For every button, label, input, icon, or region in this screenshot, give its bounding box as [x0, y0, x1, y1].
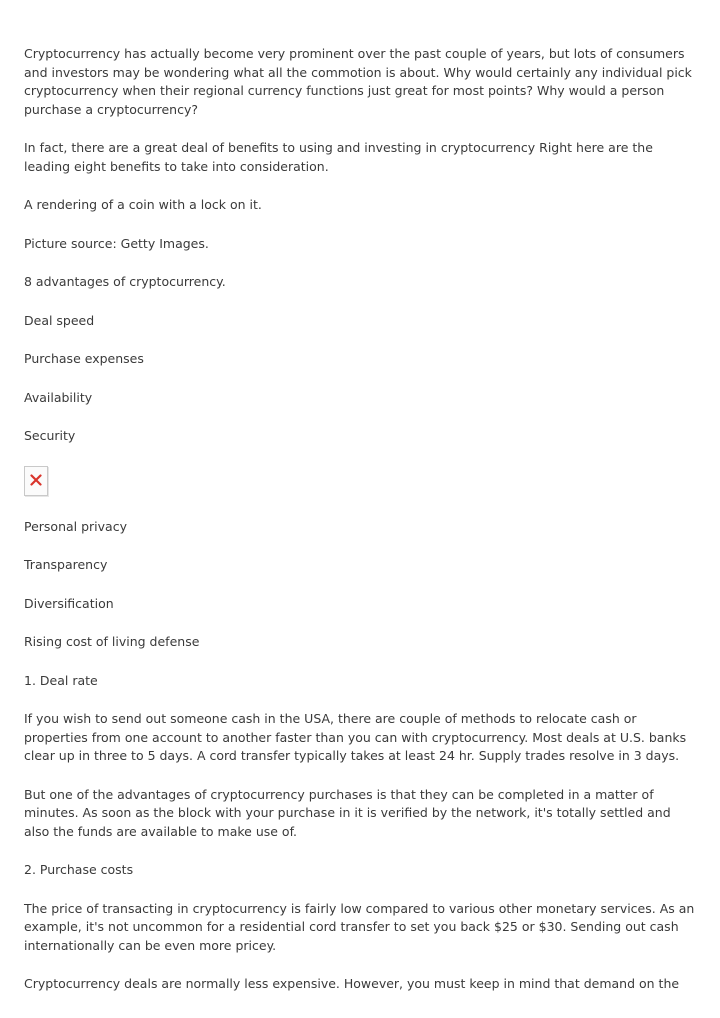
deal-rate-paragraph-1: If you wish to send out someone cash in the USA, there are couple of methods to relocate cash or properties from one account to another faster than you can with cryptocurrency. Most deals at U.S. banks clear up in three to 5 days. A cord transfer typically takes at least 24 hr. Supply trades resolve in 3 days.	[24, 711, 687, 763]
list-item: Diversification	[24, 595, 114, 611]
intro-paragraph: Cryptocurrency has actually become very prominent over the past couple of years, but lots of consumers and investors may be wondering what all the commotion is about. Why would certainly any individual pick cryptocurrency when their regional currency functions just great for most points? Why would a person purchase a cryptocurrency?	[24, 46, 692, 117]
broken-image-icon	[30, 474, 42, 486]
purchase-costs-paragraph-2: Cryptocurrency deals are normally less expensive. However, you must keep in mind that demand on the	[24, 976, 680, 991]
advantages-heading: 8 advantages of cryptocurrency.	[24, 274, 226, 289]
purchase-costs-paragraph-1: The price of transacting in cryptocurrency is fairly low compared to various other monetary services. As an example, it's not uncommon for a residential cord transfer to set you back $25 or $30. Sending out cash internationally can be even more pricey.	[24, 900, 695, 953]
list-item: Transparency	[24, 557, 108, 572]
image-credit: Picture source: Getty Images.	[24, 235, 209, 251]
deal-rate-paragraph-2: But one of the advantages of cryptocurrency purchases is that they can be completed in a matter of minutes. As soon as the block with your purchase in it is verified by the network, it's totally settled and also the funds are available to make use of.	[24, 786, 671, 839]
benefits-intro-paragraph: In fact, there are a great deal of benefits to using and investing in cryptocurrency Right here are the leading eight benefits to take into consideration.	[24, 140, 653, 174]
broken-image-placeholder	[24, 466, 48, 496]
list-item: Personal privacy	[24, 518, 127, 534]
list-item: Security	[24, 428, 76, 443]
image-caption: A rendering of a coin with a lock on it.	[24, 197, 262, 212]
article-body	[24, 45, 696, 1014]
section-heading-deal-rate: 1. Deal rate	[24, 672, 98, 688]
list-item: Availability	[24, 389, 93, 405]
section-heading-purchase-costs: 2. Purchase costs	[24, 862, 134, 877]
list-item: Deal speed	[24, 312, 95, 328]
list-item: Rising cost of living defense	[24, 634, 200, 649]
list-item: Purchase expenses	[24, 351, 144, 366]
